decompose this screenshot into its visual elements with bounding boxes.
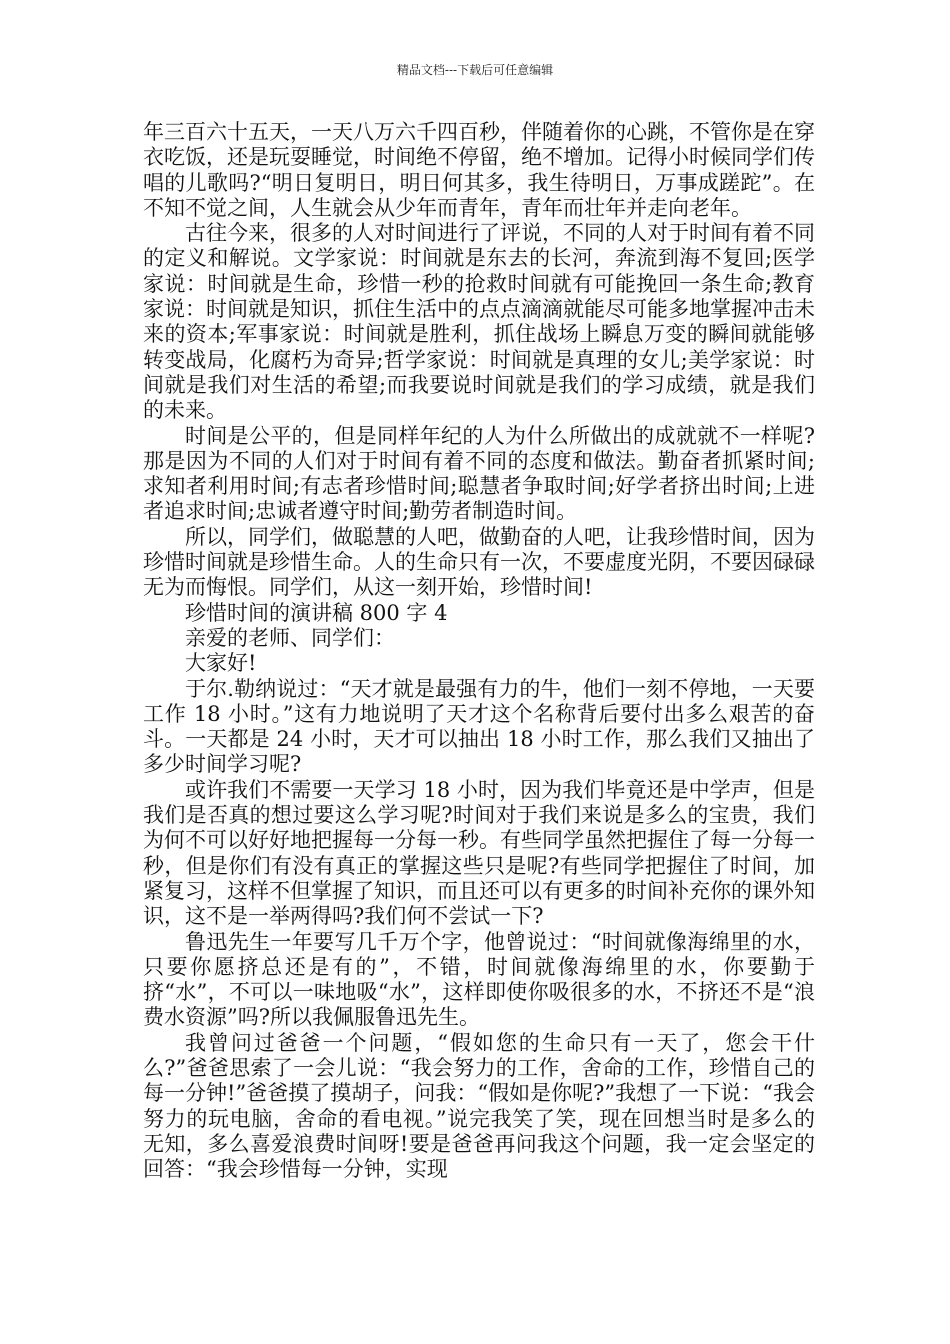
- paragraph-father-question: 我曾问过爸爸一个问题，“假如您的生命只有一天了，您会干什么?”爸爸思索了一会儿说：“我会努力的工作，舍命的工作，珍惜自己的每一分钟!”爸爸摸了摸胡子，问我：“假如是你呢?”我想了一下说：“我会努力的玩电脑，舍命的看电视。”说完我笑了笑，现在回想当时是多么的无知，多么喜爱浪费时间呀!要是爸爸再问我这个问题，我一定会坚定的回答：“我会珍惜每一分钟，实现: [143, 1030, 815, 1182]
- paragraph-lu-xun: 鲁迅先生一年要写几千万个字，他曾说过：“时间就像海绵里的水，只要你愿挤总还是有的”，不错，时间就像海绵里的水，你要勤于挤“水”，不可以一味地吸“水”，这样即使你吸很多的水，不挤还不是“浪费水资源”吗?所以我佩服鲁迅先生。: [143, 929, 815, 1030]
- document-body: [143, 120, 815, 1182]
- page-header: 精品文档---下载后可任意编辑: [396, 63, 554, 77]
- paragraph-study-hours: 或许我们不需要一天学习 18 小时，因为我们毕竟还是中学声，但是我们是否真的想过要这么学习呢?时间对于我们来说是多么的宝贵，我们为何不可以好好地把握每一分每一秒。有些同学虽然把握住了每一分每一秒，但是你们有没有真正的掌握这些只是呢?有些同学把握住了时间，加紧复习，这样不但掌握了知识，而且还可以有更多的时间补充你的课外知识，这不是一举两得吗?我们何不尝试一下?: [143, 777, 815, 929]
- speech-title: 珍惜时间的演讲稿 800 字 4: [185, 600, 448, 625]
- paragraph-definitions-of-time: 古往今来，很多的人对时间进行了评说，不同的人对于时间有着不同的定义和解说。文学家说：时间就是东去的长河，奔流到海不复回;医学家说：时间就是生命，珍惜一秒的抢救时间就有可能挽回一条生命;教育家说：时间就是知识，抓住生活中的点点滴滴就能尽可能多地掌握冲击未来的资本;军事家说：时间就是胜利，抓住战场上瞬息万变的瞬间就能够转变战局，化腐朽为奇异;哲学家说：时间就是真理的女儿;美学家说：时间就是我们对生活的希望;而我要说时间就是我们的学习成绩，就是我们的未来。: [143, 221, 815, 423]
- paragraph-continuation: 年三百六十五天，一天八万六千四百秒，伴随着你的心跳，不管你是在穿衣吃饭，还是玩耍睡觉，时间绝不停留，绝不增加。记得小时候同学们传唱的儿歌吗?“明日复明日，明日何其多，我生待明日，万事成蹉跎”。在不知不觉之间，人生就会从少年而青年，青年而壮年并走向老年。: [143, 120, 815, 220]
- paragraph-verne-quote: 于尔.勒纳说过：“天才就是最强有力的牛，他们一刻不停地，一天要工作 18 小时。”这有力地说明了天才这个名称背后要付出多么艰苦的奋斗。一天都是 24 小时，天才可以抽出 18 小时工作，那么我们又抽出了多少时间学习呢?: [143, 676, 815, 777]
- salutation: 亲爱的老师、同学们：: [185, 625, 395, 650]
- paragraph-conclusion: 所以，同学们，做聪慧的人吧，做勤奋的人吧，让我珍惜时间，因为珍惜时间就是珍惜生命。人的生命只有一次，不要虚度光阴，不要因碌碌无为而悔恨。同学们，从这一刻开始，珍惜时间!: [143, 524, 815, 600]
- greeting: 大家好!: [185, 651, 257, 676]
- paragraph-time-is-fair: 时间是公平的，但是同样年纪的人为什么所做出的成就就不一样呢?那是因为不同的人们对于时间有着不同的态度和做法。勤奋者抓紧时间;求知者利用时间;有志者珍惜时间;聪慧者争取时间;好学者挤出时间;上进者追求时间;忠诚者遵守时间;勤劳者制造时间。: [143, 423, 815, 524]
